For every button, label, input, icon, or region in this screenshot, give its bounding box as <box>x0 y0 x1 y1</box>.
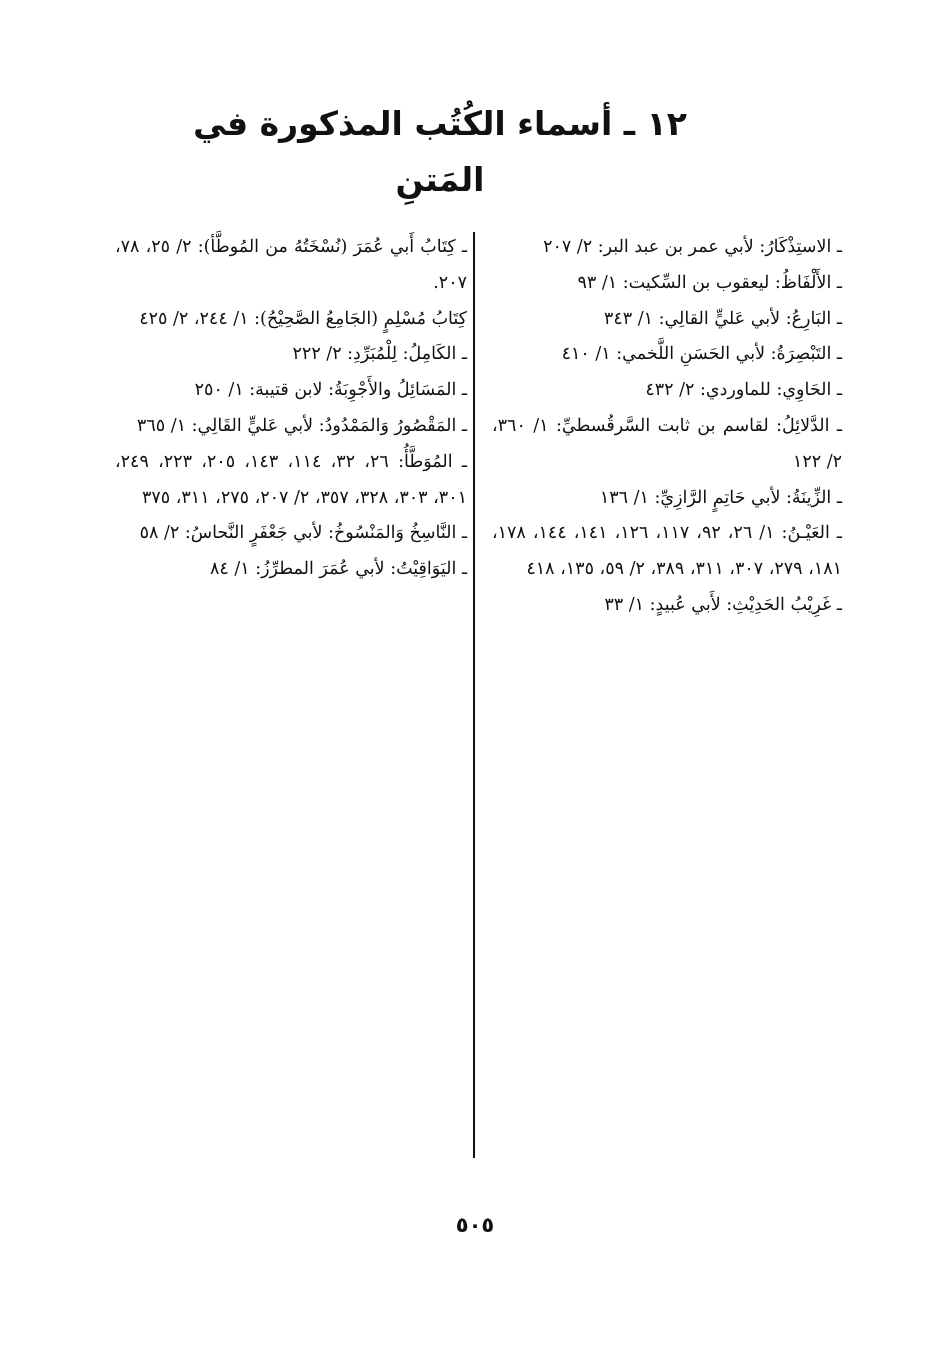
index-entry: ـ اليَوَاقِيْتُ: لأبي عُمَرَ المطرِّزُ: ١/ ٨٤ <box>209 559 467 580</box>
index-entry: ـ النَّاسِخُ وَالمَنْسُوخُ: لأبي جَعْفَرٍ النَّحاسُ: ٢/ ٥٨ <box>139 523 467 544</box>
index-entry: ـ العَيْـنُ: ١/ ٢٦، ٩٢، ١١٧، ١٢٦، ١٤١، ١٤٤، ١٧٨، ١٨١، ٢٧٩، ٣٠٧، ٣١١، ٣٨٩، ٢/ ٥٩، ١٣٥، ٤١٨ <box>492 523 842 580</box>
index-entry: ـ كِتَابُ أَبي عُمَرَ (نُسْخَتُهُ من المُوطَّأ): ٢/ ٢٥، ٧٨، ٢٠٧. <box>115 237 468 293</box>
index-column-right <box>492 230 842 624</box>
index-entry: ـ المَقْصُورُ وَالمَمْدُودُ: لأبي عَليٍّ القَالِي: ١/ ٣٦٥ <box>136 415 467 436</box>
page-number: ٥٠٥ <box>455 1213 495 1237</box>
index-entry: ـ الزِّينَةُ: لأبي حَاتِمٍ الرَّازِيِّ: ١/ ١٣٦ <box>599 487 842 508</box>
index-column-left <box>115 230 467 588</box>
column-divider <box>473 232 475 1158</box>
index-entry: ـ غَرِيْبُ الحَدِيْثِ: لأَبي عُبيدٍ: ١/ ٣٣ <box>604 594 842 615</box>
index-entry: ـ الاستِذْكَارُ: لأبي عمر بن عبد البر: ٢/ ٢٠٧ <box>543 237 842 257</box>
index-entry: ـ الأَلْفَاظُ: ليعقوب بن السِّكيت: ١/ ٩٣ <box>577 272 842 293</box>
page-title: ١٢ ـ أسماء الكُتُب المذكورة في المَتنِ <box>193 104 687 199</box>
index-entry: كِتَابُ مُسْلِمٍ (الجَامِعُ الصَّحِيْحُ): ١/ ٢٤٤، ٢/ ٤٢٥ <box>139 308 467 329</box>
index-entry: ـ البَارِعُ: لأبي عَليٍّ القالِي: ١/ ٣٤٣ <box>603 308 842 329</box>
index-entry: ـ الحَاوِي: للماوردي: ٢/ ٤٣٢ <box>645 380 842 401</box>
index-entry: ـ التَبْصِرَةُ: لأبي الحَسَنِ اللَّخمي: ١/ ٤١٠ <box>561 344 842 365</box>
index-entry: ـ الكَامِلُ: لِلْمُبَرِّدِ: ٢/ ٢٢٢ <box>292 344 467 365</box>
index-entry: ـ الدَّلائِلُ: لقاسم بن ثابت السَّرقُسطيِّ: ١/ ٣٦٠، ٢/ ١٢٢ <box>492 415 842 472</box>
index-entry: ـ المَسَائِلُ والأَجْوِبَةُ: لابن قتيبة: ١/ ٢٥٠ <box>194 380 467 401</box>
index-entry: ـ المُوَطَّأُ: ٢٦، ٣٢، ١١٤، ١٤٣، ٢٠٥، ٢٢٣، ٢٤٩، ٣٠١، ٣٠٣، ٣٢٨، ٣٥٧، ٢/ ٢٠٧، ٢٧٥، ٣١١، ٣٧٥ <box>115 451 467 508</box>
